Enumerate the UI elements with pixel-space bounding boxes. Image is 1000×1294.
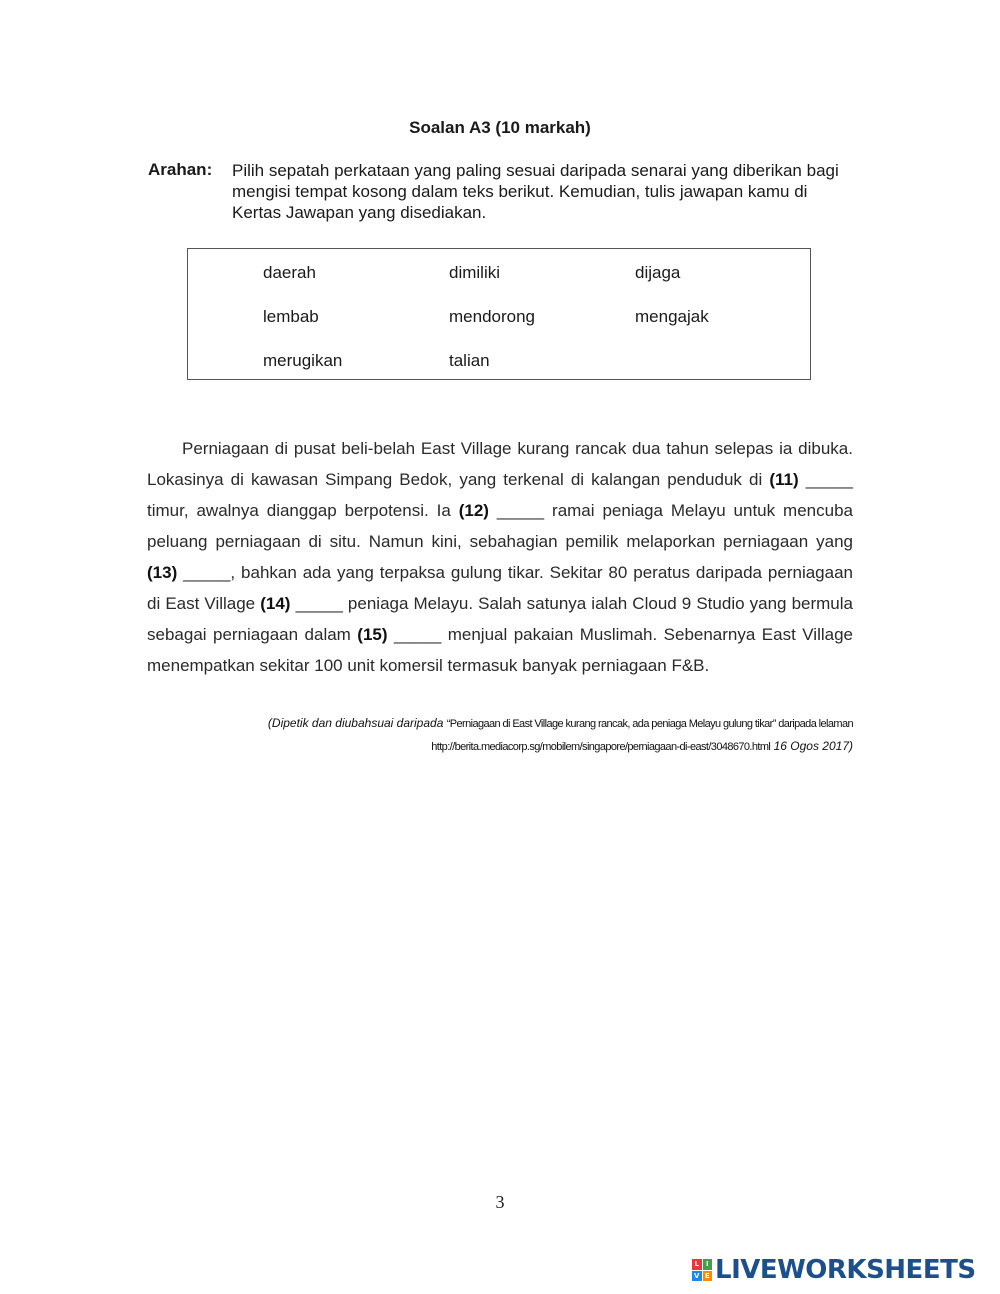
passage-text: menjual pakaian Muslimah. Sebenarnya East Village menempatkan sekitar 100 unit komersil termasuk banyak perniagaan F&B. (147, 625, 853, 675)
logo-icon-tile: E (703, 1271, 713, 1282)
word-bank-item: talian (449, 351, 490, 370)
page-number: 3 (495, 1192, 505, 1212)
word-bank-item: lembab (263, 307, 319, 326)
instruction-text: Pilih sepatah perkataan yang paling sesuai daripada senarai yang diberikan bagi mengisi tempat kosong dalam teks berikut. Kemudian, tulis jawapan kamu di Kertas Jawapan yang disediakan. (232, 161, 839, 222)
question-number-12: (12) (458, 501, 489, 520)
question-number-11: (11) (769, 470, 799, 489)
word-bank-item: merugikan (263, 351, 343, 370)
question-number-14: (14) (260, 594, 291, 613)
source-date: 16 Ogos 2017) (773, 739, 853, 753)
source-citation-line1 (147, 716, 853, 730)
word-bank-item: mendorong (449, 307, 536, 326)
answer-blank-11[interactable]: _____ (805, 470, 853, 489)
passage-text: Perniagaan di pusat beli-belah East Village kurang rancak dua tahun selepas ia dibuka. Lokasinya di kawasan Simpang Bedok, yang terkenal di kalangan penduduk di (147, 439, 853, 489)
passage (147, 433, 853, 681)
answer-blank-14[interactable]: _____ (295, 594, 343, 613)
passage-text: , bahkan ada yang terpaksa gulung tikar. Sekitar 80 peratus daripada perniagaan di East Village (147, 563, 853, 613)
word-bank-item: daerah (263, 263, 316, 282)
source-article: “Perniagaan di East Village kurang rancak, ada peniaga Melayu gulung tikar” daripada lelaman (446, 718, 853, 730)
question-number-13: (13) (147, 563, 178, 582)
word-bank-item: dijaga (635, 263, 681, 282)
source-url[interactable]: http://berita.mediacorp.sg/mobilem/singapore/perniagaan-di-east/3048670.html (431, 741, 771, 753)
page-title: Soalan A3 (10 markah) (409, 118, 591, 137)
word-bank-box (187, 248, 811, 380)
liveworksheets-logo-icon (692, 1259, 712, 1281)
word-bank-item: dimiliki (449, 263, 500, 282)
liveworksheets-logo[interactable] (692, 1255, 976, 1285)
source-prefix: (Dipetik dan diubahsuai daripada (267, 716, 444, 730)
logo-icon-tile: L (692, 1259, 702, 1270)
logo-icon-tile: V (692, 1271, 702, 1282)
passage-text: ramai peniaga Melayu untuk mencuba peluang perniagaan di situ. Namun kini, sebahagian pemilik melaporkan perniagaan yang (147, 501, 853, 551)
source-citation-line2 (147, 739, 853, 753)
passage-text: timur, awalnya dianggap berpotensi. Ia (147, 501, 459, 520)
word-bank-item: mengajak (635, 307, 709, 326)
instruction-label: Arahan: (148, 160, 213, 179)
answer-blank-12[interactable]: _____ (496, 501, 545, 520)
passage-text: peniaga Melayu. Salah satunya ialah Cloud 9 Studio yang bermula sebagai perniagaan dalam (147, 594, 853, 644)
question-number-15: (15) (357, 625, 388, 644)
brand-name: LIVEWORKSHEETS (715, 1255, 976, 1285)
answer-blank-15[interactable]: _____ (394, 625, 442, 644)
logo-icon-tile: I (703, 1259, 713, 1270)
answer-blank-13[interactable]: _____ (183, 563, 231, 582)
